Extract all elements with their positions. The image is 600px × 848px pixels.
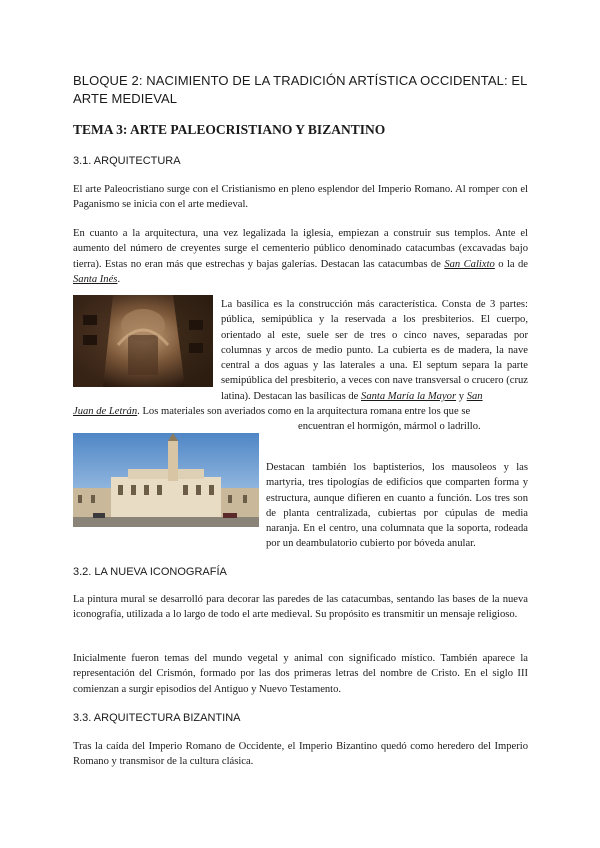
catacomb-image bbox=[73, 295, 213, 387]
paragraph-bizantino: Tras la caída del Imperio Romano de Occidente, el Imperio Bizantino quedó como heredero del Imperio Romano y transmisor de la cultura clásica. bbox=[73, 741, 528, 768]
paragraph-basilica-materials: encuentran el hormigón, mármol o ladrillo. bbox=[298, 421, 481, 432]
block-heading: BLOQUE 2: NACIMIENTO DE LA TRADICIÓN ARTÍSTICA OCCIDENTAL: EL ARTE MEDIEVAL bbox=[73, 73, 527, 106]
paragraph-catacumbas-end: . bbox=[117, 273, 121, 285]
paragraph-basilica-continued bbox=[73, 404, 528, 419]
paragraph-basilica-and: y bbox=[458, 390, 465, 402]
catacomb-photo-illustration bbox=[73, 295, 213, 387]
paragraph-basilica bbox=[221, 297, 528, 404]
link-santa-ines[interactable]: Santa Inés bbox=[73, 273, 118, 285]
section-title-bizantina: 3.3. ARQUITECTURA BIZANTINA bbox=[73, 712, 241, 724]
paragraph-catacumbas bbox=[73, 226, 528, 287]
paragraph-basilica-text: La basílica es la construcción más característica. Consta de 3 partes: pública, semipública y la reservada a los presbiterios. El cuerpo, orientado al este, suele ser de tres o cinco naves, separadas por columnas y arcos de medio punto. La cubierta es de madera, la nave central a dos aguas y las laterales a una. El septum separa la parte semipública del presbiterio, a veces con nave transversal o crucero (cruz latina). Destacan las basílicas de bbox=[221, 299, 528, 402]
paragraph-temas: Inicialmente fueron temas del mundo vegetal y animal con significado místico. También aparece la representación del Crismón, formado por las dos primeras letras del nombre de Cristo. En el siglo III comienzan a surgir episodios del Antiguo y Nuevo Testamento. bbox=[73, 653, 528, 695]
paragraph-basilica-text-2: . Los materiales son averiados como en la arquitectura romana entre los que se bbox=[137, 406, 471, 417]
link-san-juan-de-letran-part2[interactable]: Juan de Letrán bbox=[73, 406, 138, 417]
paragraph-pintura-mural: La pintura mural se desarrolló para decorar las paredes de las catacumbas, sentando las bases de la nueva iconografía, utilizada a lo largo de todo el arte medieval. Su propósito es transmitir un mensaje religioso. bbox=[73, 594, 528, 621]
link-san-calixto[interactable]: San Calixto bbox=[444, 258, 495, 270]
paragraph-intro: El arte Paleocristiano surge con el Cristianismo en pleno esplendor del Imperio Romano. Al romper con el Paganismo se inicia con el arte medieval. bbox=[73, 184, 528, 211]
link-san-juan-de-letran-part1[interactable]: San bbox=[466, 390, 483, 402]
basilica-photo-illustration bbox=[73, 433, 259, 527]
basilica-image bbox=[73, 433, 259, 527]
paragraph-catacumbas-text: En cuanto a la arquitectura, una vez legalizada la iglesia, empiezan a construir sus templos. Ante el aumento del número de creyentes surge el cementerio público denominado catacumbas (excavadas bajo tierra). Estas no eran más que estrechas y bajas galerías. Destacan las catacumbas de bbox=[73, 228, 528, 270]
paragraph-catacumbas-text-2: o la de bbox=[498, 258, 528, 270]
link-santa-maria-la-mayor[interactable]: Santa María la Mayor bbox=[361, 390, 457, 402]
paragraph-baptisterios: Destacan también los baptisterios, los mausoleos y las martyria, tres tipologías de edificios que comparten forma y estructura, aunque difieren en cuanto a función. Los tres son de planta centralizada, cubiertas por cúpulas de media naranja. En el centro, una columnata que la soporta, rodeada por un deambulatorio cubierto por bóveda anular. bbox=[266, 462, 528, 550]
theme-heading: TEMA 3: ARTE PALEOCRISTIANO Y BIZANTINO bbox=[73, 122, 386, 137]
section-title-iconografia: 3.2. LA NUEVA ICONOGRAFÍA bbox=[73, 566, 227, 578]
section-title-arquitectura: 3.1. ARQUITECTURA bbox=[73, 155, 181, 167]
